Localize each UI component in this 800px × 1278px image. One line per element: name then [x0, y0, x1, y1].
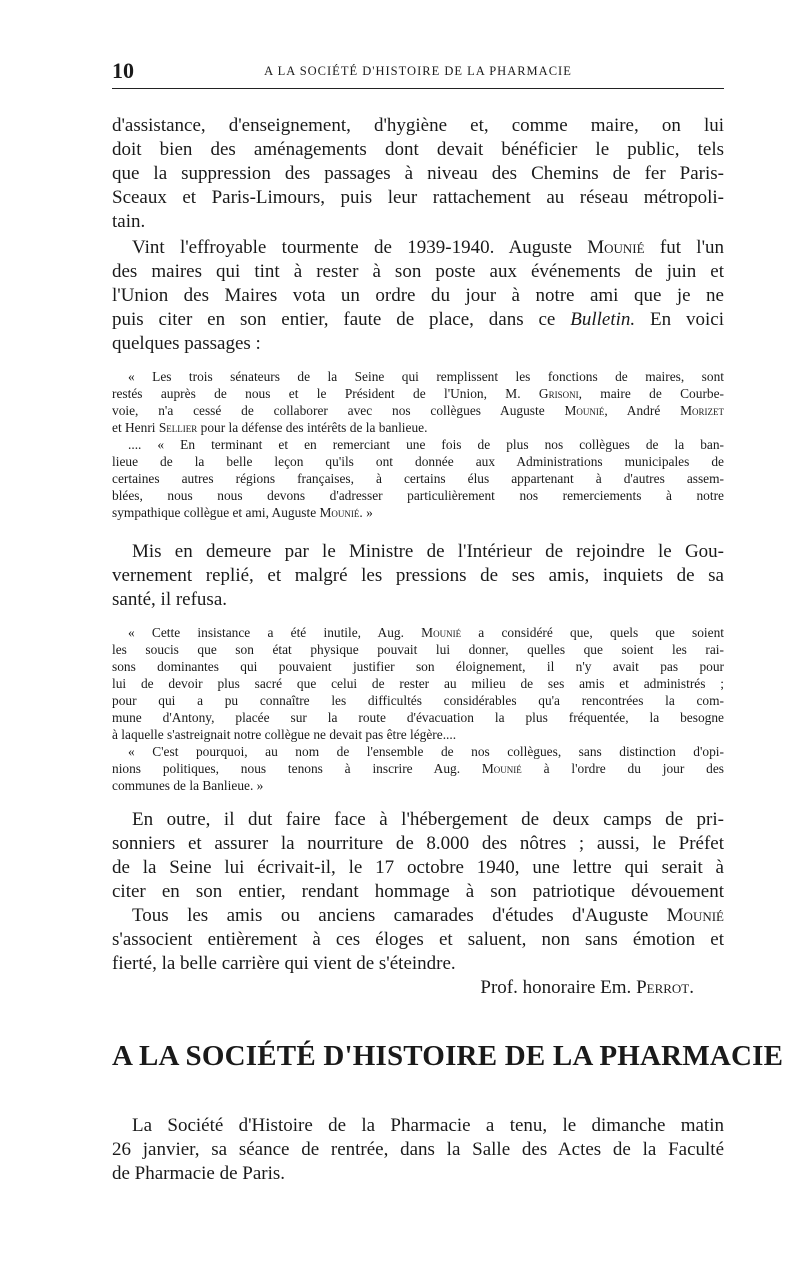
- text-line: santé, il refusa.: [112, 589, 228, 610]
- text-span: a considéré que, quels que soient: [461, 625, 724, 640]
- quote-line: communes de la Banlieue. »: [112, 778, 264, 793]
- quote-line: [112, 402, 724, 419]
- text-span: Tous les amis ou anciens camarades d'études d'Auguste: [132, 905, 667, 926]
- text-line: tain.: [112, 211, 146, 232]
- text-line: d'assistance, d'enseignement, d'hygiène et, comme maire, on lui: [112, 115, 724, 136]
- person-name: Morizet: [680, 403, 724, 418]
- text-line: sonniers et assurer la nourriture de 8.000 des nôtres ; aussi, le Préfet: [112, 833, 724, 854]
- text-line: [132, 904, 724, 928]
- text-span: Vint l'effroyable tourmente de 1939-1940. Auguste: [132, 237, 588, 258]
- text-span: En voici: [635, 309, 724, 330]
- text-line: citer en son entier, rendant hommage à son patriotique dévouement: [112, 881, 724, 902]
- quote-line: [112, 385, 724, 402]
- text-span: . »: [359, 505, 373, 520]
- author-signature: [112, 976, 694, 1000]
- text-span: et Henri: [112, 420, 159, 435]
- section-title: A LA SOCIÉTÉ D'HISTOIRE DE LA PHARMACIE: [112, 1040, 784, 1072]
- text-line: de la Seine lui écrivait-il, le 17 octobre 1940, une lettre qui serait à: [112, 857, 724, 878]
- text-span: , maire de Courbe-: [578, 386, 724, 401]
- text-line: 26 janvier, sa séance de rentrée, dans la Salle des Actes de la Faculté: [112, 1139, 724, 1160]
- person-name: Sellier: [158, 420, 198, 435]
- person-name: Perrot: [636, 977, 690, 998]
- text-line: s'associent entièrement à ces éloges et saluent, non sans émotion et: [112, 929, 724, 950]
- text-span: , André: [604, 403, 681, 418]
- text-span: « Cette insistance a été inutile, Aug.: [128, 625, 422, 640]
- quote-line: à laquelle s'astreignait notre collègue ne devait pas être légère....: [112, 727, 457, 742]
- quote-line: mune d'Antony, placée sur la route d'évacuation la plus fréquentée, la besogne: [112, 710, 724, 725]
- text-line: des maires qui tint à rester à son poste aux événements de juin et: [112, 261, 724, 282]
- text-line: l'Union des Maires vota un ordre du jour à notre ami que je ne: [112, 285, 724, 306]
- quote-line: certaines autres régions françaises, à certains élus appartenant à d'autres assem-: [112, 471, 724, 486]
- quote-line: lieue de la belle leçon qu'ils ont donnée aux Administrations municipales de: [112, 454, 724, 469]
- text-line: En outre, il dut faire face à l'hébergement de deux camps de pri-: [132, 809, 724, 830]
- quote-line: [112, 760, 724, 777]
- text-span: sympathique collègue et ami, Auguste: [112, 505, 320, 520]
- text-span: .: [689, 977, 694, 998]
- text-line: que la suppression des passages à niveau des Chemins de fer Paris-: [112, 163, 724, 184]
- quote-line: .... « En terminant et en remerciant une fois de plus nos collègues de la ban-: [128, 437, 724, 452]
- text-line: fierté, la belle carrière qui vient de s'éteindre.: [112, 953, 456, 974]
- text-line: Mis en demeure par le Ministre de l'Intérieur de rejoindre le Gou-: [132, 541, 724, 562]
- person-name: Mounié: [564, 403, 605, 418]
- text-line: de Pharmacie de Paris.: [112, 1163, 286, 1184]
- text-line: Sceaux et Paris-Limours, puis leur rattachement au réseau métropoli-: [112, 187, 724, 208]
- quote-line: [112, 504, 724, 521]
- quote-line: blées, nous nous devons d'adresser particulièrement nos remerciements à notre: [112, 488, 724, 503]
- quote-line: pour qui a pu connaître les difficultés considérables qu'a rencontrées la com-: [112, 693, 724, 708]
- text-span: Prof. honoraire Em.: [480, 977, 637, 998]
- person-name: Grisoni: [538, 386, 579, 401]
- text-span: à l'ordre du jour des: [521, 761, 724, 776]
- text-span: nions politiques, nous tenons à inscrire Aug.: [112, 761, 482, 776]
- text-line: vernement replié, et malgré les pressions de ses amis, inquiets de sa: [112, 565, 724, 586]
- person-name: Mounié: [587, 237, 645, 258]
- text-span: restés auprès de nous et le Président de l'Union, M.: [112, 386, 539, 401]
- text-line: doit bien des aménagements dont devait bénéficier le public, tels: [112, 139, 724, 160]
- text-span: pour la défense des intérêts de la banlieue.: [197, 420, 428, 435]
- running-head: A LA SOCIÉTÉ D'HISTOIRE DE LA PHARMACIE: [264, 64, 572, 78]
- text-span: puis citer en son entier, faute de place, dans ce: [112, 309, 571, 330]
- quote-line: lui de devoir plus sacré que celui de rester au milieu de ses amis et administrés ;: [112, 676, 724, 691]
- quote-line: les soucis que son état physique pouvait lui donner, quelles que soient les rai-: [112, 642, 724, 657]
- person-name: Mounié: [319, 505, 360, 520]
- page-number: 10: [112, 58, 134, 83]
- quote-line: « Les trois sénateurs de la Seine qui remplissent les fonctions de maires, sont: [128, 369, 724, 384]
- person-name: Mounié: [421, 625, 462, 640]
- bulletin-title: Bulletin.: [570, 309, 636, 330]
- text-span: voie, n'a cessé de collaborer avec nos collègues Auguste: [112, 403, 565, 418]
- quote-line: [112, 419, 724, 436]
- text-span: fut l'un: [644, 237, 725, 258]
- text-line: quelques passages :: [112, 333, 261, 354]
- person-name: Mounié: [666, 905, 724, 926]
- quote-line: sons dominantes qui pouvaient justifier son éloignement, il n'y avait pas pour: [112, 659, 724, 674]
- person-name: Mounié: [481, 761, 522, 776]
- text-line: [132, 236, 724, 260]
- page-header: [112, 58, 724, 89]
- quote-line: « C'est pourquoi, au nom de l'ensemble de nos collègues, sans distinction d'opi-: [128, 744, 724, 759]
- text-line: La Société d'Histoire de la Pharmacie a tenu, le dimanche matin: [132, 1115, 724, 1136]
- text-line: [112, 308, 724, 332]
- quote-line: [128, 624, 724, 641]
